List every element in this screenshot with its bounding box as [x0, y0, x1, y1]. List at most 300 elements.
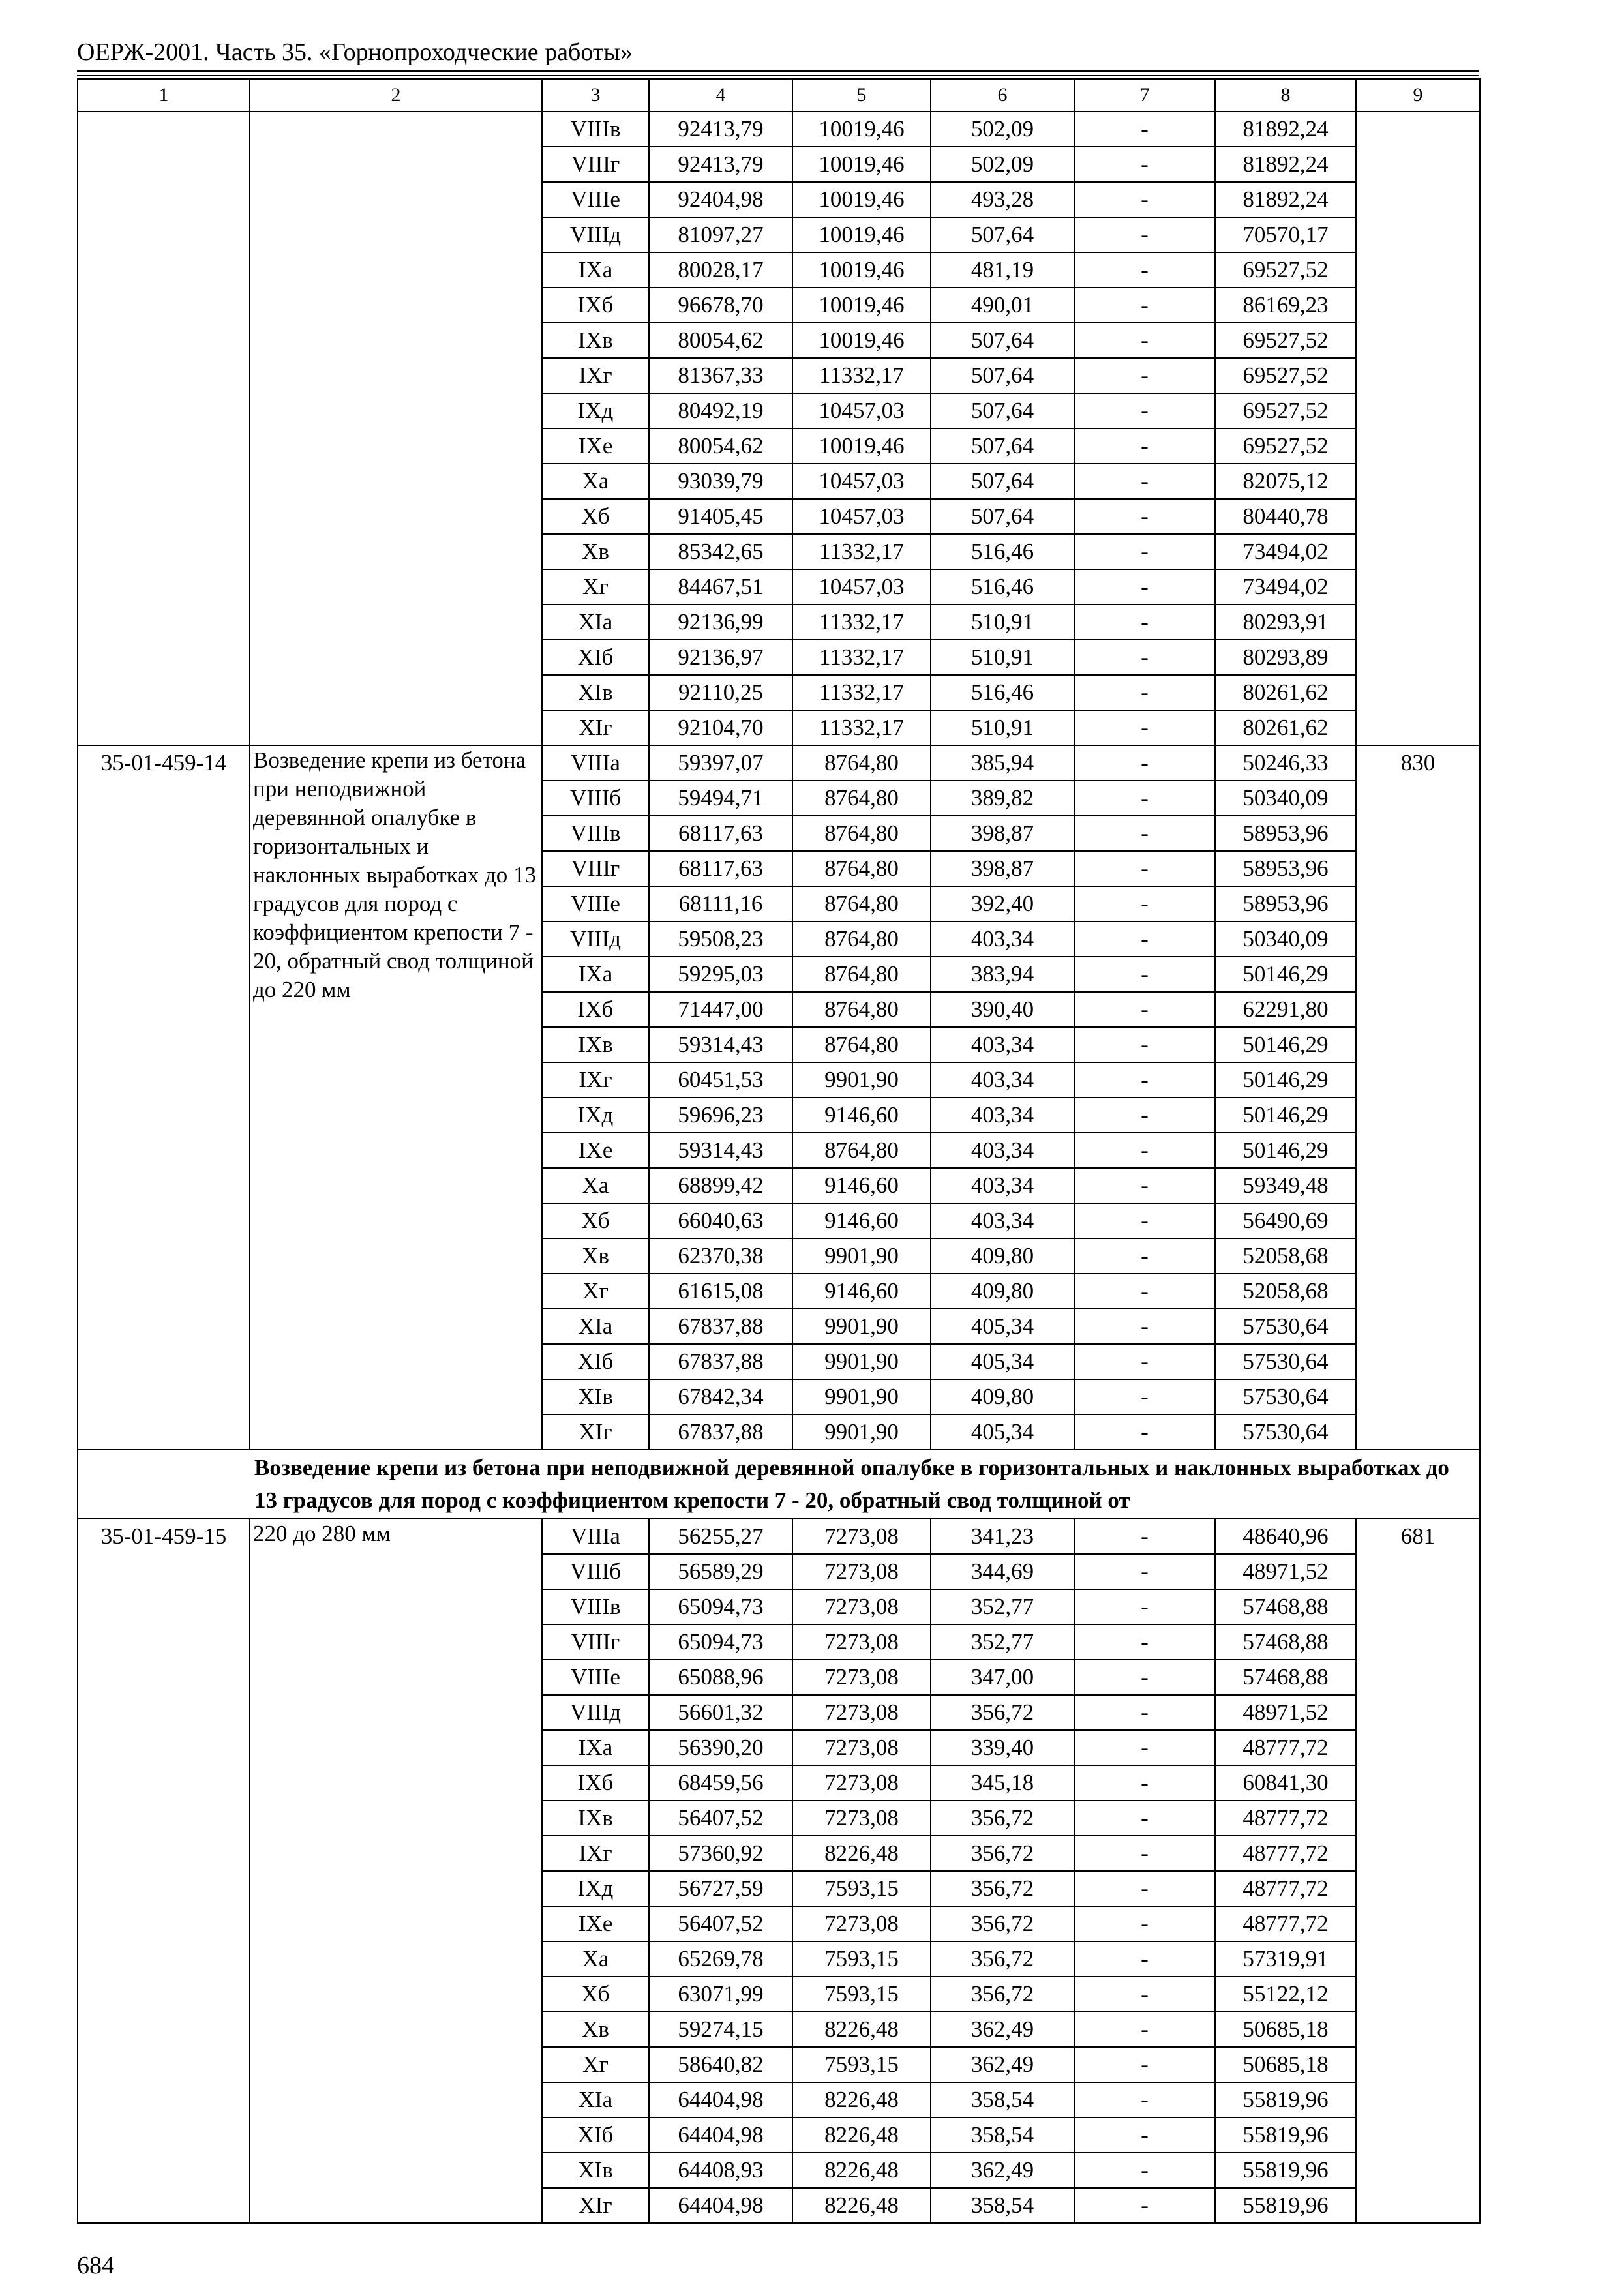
machinist-wages-cell: - — [1074, 992, 1215, 1027]
wages-cell: 10019,46 — [792, 147, 931, 182]
total-cost-cell: 92110,25 — [649, 675, 792, 710]
class-cell: IXв — [542, 1027, 649, 1062]
column-number: 6 — [931, 79, 1074, 112]
machine-cost-cell: 398,87 — [931, 816, 1074, 851]
wages-cell: 10457,03 — [792, 569, 931, 605]
machinist-wages-cell: - — [1074, 710, 1215, 745]
class-cell: IXв — [542, 1801, 649, 1836]
machine-cost-cell: 356,72 — [931, 1941, 1074, 1977]
materials-cost-cell: 70570,17 — [1215, 217, 1356, 252]
machinist-wages-cell: - — [1074, 112, 1215, 147]
materials-cost-cell: 52058,68 — [1215, 1238, 1356, 1274]
page-number: 684 — [77, 2252, 114, 2279]
wages-cell: 10019,46 — [792, 252, 931, 288]
machine-cost-cell: 403,34 — [931, 1098, 1074, 1133]
materials-cost-cell: 48777,72 — [1215, 1836, 1356, 1871]
total-cost-cell: 59508,23 — [649, 921, 792, 957]
class-cell: Xг — [542, 569, 649, 605]
machinist-wages-cell: - — [1074, 1027, 1215, 1062]
wages-cell: 7593,15 — [792, 1977, 931, 2012]
column-number: 9 — [1356, 79, 1480, 112]
class-cell: VIIIв — [542, 112, 649, 147]
machinist-wages-cell: - — [1074, 1765, 1215, 1801]
total-cost-cell: 92104,70 — [649, 710, 792, 745]
class-cell: VIIIа — [542, 745, 649, 781]
machine-cost-cell: 403,34 — [931, 1062, 1074, 1098]
wages-cell: 8226,48 — [792, 2188, 931, 2223]
machinist-wages-cell: - — [1074, 499, 1215, 534]
materials-cost-cell: 80293,91 — [1215, 605, 1356, 640]
machine-cost-cell: 345,18 — [931, 1765, 1074, 1801]
machinist-wages-cell: - — [1074, 1801, 1215, 1836]
machine-cost-cell: 510,91 — [931, 605, 1074, 640]
machine-cost-cell: 358,54 — [931, 2117, 1074, 2153]
machine-cost-cell: 510,91 — [931, 640, 1074, 675]
total-cost-cell: 81367,33 — [649, 358, 792, 393]
class-cell: XIв — [542, 1379, 649, 1414]
class-cell: VIIIд — [542, 1695, 649, 1730]
total-cost-cell: 56390,20 — [649, 1730, 792, 1765]
machine-cost-cell: 339,40 — [931, 1730, 1074, 1765]
class-cell: VIIIв — [542, 1589, 649, 1624]
column-number: 4 — [649, 79, 792, 112]
total-cost-cell: 61615,08 — [649, 1274, 792, 1309]
machinist-wages-cell: - — [1074, 464, 1215, 499]
materials-cost-cell: 57530,64 — [1215, 1309, 1356, 1344]
class-cell: VIIIе — [542, 182, 649, 217]
materials-cost-cell: 73494,02 — [1215, 569, 1356, 605]
materials-cost-cell: 81892,24 — [1215, 182, 1356, 217]
description-cell: Возведение крепи из бетона при неподвижной деревянной опалубке в горизонтальных и наклонных выработках до 13 градусов для пород с коэффициентом крепости 7 - 20, обратный свод толщиной до 220 мм — [250, 745, 542, 1450]
machinist-wages-cell: - — [1074, 1344, 1215, 1379]
total-cost-cell: 96678,70 — [649, 288, 792, 323]
machine-cost-cell: 358,54 — [931, 2188, 1074, 2223]
class-cell: Xа — [542, 1168, 649, 1203]
materials-cost-cell: 57530,64 — [1215, 1344, 1356, 1379]
machine-cost-cell: 383,94 — [931, 957, 1074, 992]
wages-cell: 8764,80 — [792, 886, 931, 921]
materials-cost-cell: 48777,72 — [1215, 1801, 1356, 1836]
machinist-wages-cell: - — [1074, 288, 1215, 323]
total-cost-cell: 80054,62 — [649, 323, 792, 358]
machinist-wages-cell: - — [1074, 1554, 1215, 1589]
wages-cell: 10457,03 — [792, 393, 931, 428]
column-number: 8 — [1215, 79, 1356, 112]
wages-cell: 8226,48 — [792, 2117, 931, 2153]
materials-cost-cell: 50146,29 — [1215, 1062, 1356, 1098]
total-cost-cell: 80028,17 — [649, 252, 792, 288]
wages-cell: 9146,60 — [792, 1168, 931, 1203]
class-cell: XIа — [542, 605, 649, 640]
wages-cell: 11332,17 — [792, 710, 931, 745]
wages-cell: 7273,08 — [792, 1695, 931, 1730]
wages-cell: 7593,15 — [792, 2047, 931, 2082]
materials-cost-cell: 55122,12 — [1215, 1977, 1356, 2012]
machine-cost-cell: 385,94 — [931, 745, 1074, 781]
column-number: 3 — [542, 79, 649, 112]
price-table — [77, 78, 1481, 2224]
class-cell: XIв — [542, 2153, 649, 2188]
machinist-wages-cell: - — [1074, 1871, 1215, 1906]
materials-cost-cell: 81892,24 — [1215, 112, 1356, 147]
machine-cost-cell: 403,34 — [931, 1168, 1074, 1203]
machine-cost-cell: 362,49 — [931, 2153, 1074, 2188]
wages-cell: 9146,60 — [792, 1274, 931, 1309]
total-cost-cell: 84467,51 — [649, 569, 792, 605]
wages-cell: 7273,08 — [792, 1554, 931, 1589]
materials-cost-cell: 69527,52 — [1215, 323, 1356, 358]
total-cost-cell: 67837,88 — [649, 1414, 792, 1450]
total-cost-cell: 64408,93 — [649, 2153, 792, 2188]
machine-cost-cell: 356,72 — [931, 1977, 1074, 2012]
machinist-wages-cell: - — [1074, 428, 1215, 464]
wages-cell: 8226,48 — [792, 2082, 931, 2117]
column-number: 7 — [1074, 79, 1215, 112]
materials-cost-cell: 52058,68 — [1215, 1274, 1356, 1309]
machinist-wages-cell: - — [1074, 1133, 1215, 1168]
wages-cell: 7273,08 — [792, 1589, 931, 1624]
wages-cell: 7273,08 — [792, 1730, 931, 1765]
total-cost-cell: 92136,99 — [649, 605, 792, 640]
materials-cost-cell: 80261,62 — [1215, 710, 1356, 745]
materials-cost-cell: 80440,78 — [1215, 499, 1356, 534]
wages-cell: 9901,90 — [792, 1414, 931, 1450]
machinist-wages-cell: - — [1074, 1238, 1215, 1274]
materials-cost-cell: 58953,96 — [1215, 816, 1356, 851]
wages-cell: 9146,60 — [792, 1098, 931, 1133]
materials-cost-cell: 50246,33 — [1215, 745, 1356, 781]
code-cell: 35-01-459-15 — [78, 1519, 250, 2223]
total-cost-cell: 85342,65 — [649, 534, 792, 569]
total-cost-cell: 56407,52 — [649, 1801, 792, 1836]
total-cost-cell: 68111,16 — [649, 886, 792, 921]
machinist-wages-cell: - — [1074, 217, 1215, 252]
machinist-wages-cell: - — [1074, 2047, 1215, 2082]
wages-cell: 8226,48 — [792, 2153, 931, 2188]
machine-cost-cell: 344,69 — [931, 1554, 1074, 1589]
materials-cost-cell: 60841,30 — [1215, 1765, 1356, 1801]
machinist-wages-cell: - — [1074, 745, 1215, 781]
class-cell: VIIIг — [542, 851, 649, 886]
materials-cost-cell: 81892,24 — [1215, 147, 1356, 182]
machinist-wages-cell: - — [1074, 1519, 1215, 1554]
machine-cost-cell: 507,64 — [931, 499, 1074, 534]
materials-cost-cell: 56490,69 — [1215, 1203, 1356, 1238]
materials-cost-cell: 50146,29 — [1215, 1098, 1356, 1133]
wages-cell: 8226,48 — [792, 2012, 931, 2047]
wages-cell: 8764,80 — [792, 1027, 931, 1062]
class-cell: XIа — [542, 1309, 649, 1344]
machine-cost-cell: 507,64 — [931, 393, 1074, 428]
machine-cost-cell: 347,00 — [931, 1660, 1074, 1695]
machine-cost-cell: 356,72 — [931, 1836, 1074, 1871]
machine-cost-cell: 356,72 — [931, 1906, 1074, 1941]
total-cost-cell: 59314,43 — [649, 1027, 792, 1062]
price-cell: 830 — [1356, 745, 1480, 1450]
total-cost-cell: 92413,79 — [649, 112, 792, 147]
wages-cell: 8764,80 — [792, 745, 931, 781]
machine-cost-cell: 409,80 — [931, 1238, 1074, 1274]
total-cost-cell: 67842,34 — [649, 1379, 792, 1414]
materials-cost-cell: 48777,72 — [1215, 1730, 1356, 1765]
wages-cell: 7273,08 — [792, 1519, 931, 1554]
class-cell: IXд — [542, 393, 649, 428]
materials-cost-cell: 57468,88 — [1215, 1589, 1356, 1624]
section-title: Возведение крепи из бетона при неподвижной деревянной опалубке в горизонтальных и наклонных выработках до 13 градусов для пород с коэффициентом крепости 7 - 20, обратный свод толщиной от — [78, 1450, 1480, 1519]
class-cell: IXа — [542, 252, 649, 288]
total-cost-cell: 59274,15 — [649, 2012, 792, 2047]
machine-cost-cell: 352,77 — [931, 1589, 1074, 1624]
wages-cell: 8764,80 — [792, 1133, 931, 1168]
machinist-wages-cell: - — [1074, 393, 1215, 428]
page-header: ОЕРЖ-2001. Часть 35. «Горнопроходческие работы» — [77, 38, 633, 66]
machine-cost-cell: 516,46 — [931, 534, 1074, 569]
class-cell: Xа — [542, 464, 649, 499]
total-cost-cell: 59295,03 — [649, 957, 792, 992]
class-cell: IXа — [542, 1730, 649, 1765]
class-cell: XIб — [542, 2117, 649, 2153]
materials-cost-cell: 82075,12 — [1215, 464, 1356, 499]
machinist-wages-cell: - — [1074, 1906, 1215, 1941]
class-cell: Xв — [542, 2012, 649, 2047]
class-cell: VIIIб — [542, 1554, 649, 1589]
class-cell: VIIIе — [542, 1660, 649, 1695]
class-cell: IXб — [542, 1765, 649, 1801]
machinist-wages-cell: - — [1074, 323, 1215, 358]
class-cell: VIIIг — [542, 147, 649, 182]
total-cost-cell: 80492,19 — [649, 393, 792, 428]
machine-cost-cell: 403,34 — [931, 1133, 1074, 1168]
machinist-wages-cell: - — [1074, 2188, 1215, 2223]
machinist-wages-cell: - — [1074, 2153, 1215, 2188]
class-cell: IXг — [542, 1062, 649, 1098]
machine-cost-cell: 403,34 — [931, 1203, 1074, 1238]
class-cell: Xв — [542, 1238, 649, 1274]
machine-cost-cell: 502,09 — [931, 147, 1074, 182]
wages-cell: 11332,17 — [792, 534, 931, 569]
total-cost-cell: 68117,63 — [649, 816, 792, 851]
total-cost-cell: 58640,82 — [649, 2047, 792, 2082]
machine-cost-cell: 403,34 — [931, 921, 1074, 957]
wages-cell: 10019,46 — [792, 182, 931, 217]
total-cost-cell: 60451,53 — [649, 1062, 792, 1098]
class-cell: IXг — [542, 358, 649, 393]
price-cell — [1356, 112, 1480, 745]
wages-cell: 7593,15 — [792, 1941, 931, 1977]
wages-cell: 9901,90 — [792, 1344, 931, 1379]
class-cell: XIв — [542, 675, 649, 710]
total-cost-cell: 67837,88 — [649, 1309, 792, 1344]
table-row — [78, 112, 1480, 147]
total-cost-cell: 68899,42 — [649, 1168, 792, 1203]
class-cell: XIг — [542, 1414, 649, 1450]
total-cost-cell: 91405,45 — [649, 499, 792, 534]
price-cell: 681 — [1356, 1519, 1480, 2223]
total-cost-cell: 59696,23 — [649, 1098, 792, 1133]
machine-cost-cell: 403,34 — [931, 1027, 1074, 1062]
total-cost-cell: 92136,97 — [649, 640, 792, 675]
machine-cost-cell: 507,64 — [931, 323, 1074, 358]
machinist-wages-cell: - — [1074, 2082, 1215, 2117]
wages-cell: 9901,90 — [792, 1309, 931, 1344]
machine-cost-cell: 405,34 — [931, 1414, 1074, 1450]
materials-cost-cell: 55819,96 — [1215, 2153, 1356, 2188]
class-cell: VIIIа — [542, 1519, 649, 1554]
machine-cost-cell: 341,23 — [931, 1519, 1074, 1554]
materials-cost-cell: 50146,29 — [1215, 957, 1356, 992]
machine-cost-cell: 409,80 — [931, 1274, 1074, 1309]
machinist-wages-cell: - — [1074, 1977, 1215, 2012]
class-cell: VIIIд — [542, 921, 649, 957]
materials-cost-cell: 62291,80 — [1215, 992, 1356, 1027]
materials-cost-cell: 69527,52 — [1215, 252, 1356, 288]
machinist-wages-cell: - — [1074, 816, 1215, 851]
total-cost-cell: 57360,92 — [649, 1836, 792, 1871]
materials-cost-cell: 86169,23 — [1215, 288, 1356, 323]
class-cell: VIIIв — [542, 816, 649, 851]
machinist-wages-cell: - — [1074, 781, 1215, 816]
materials-cost-cell: 55819,96 — [1215, 2188, 1356, 2223]
class-cell: Xб — [542, 1977, 649, 2012]
materials-cost-cell: 69527,52 — [1215, 428, 1356, 464]
wages-cell: 8764,80 — [792, 781, 931, 816]
machine-cost-cell: 409,80 — [931, 1379, 1074, 1414]
machine-cost-cell: 392,40 — [931, 886, 1074, 921]
materials-cost-cell: 73494,02 — [1215, 534, 1356, 569]
materials-cost-cell: 48971,52 — [1215, 1554, 1356, 1589]
total-cost-cell: 65269,78 — [649, 1941, 792, 1977]
class-cell: IXа — [542, 957, 649, 992]
class-cell: IXе — [542, 428, 649, 464]
wages-cell: 11332,17 — [792, 605, 931, 640]
wages-cell: 7593,15 — [792, 1871, 931, 1906]
total-cost-cell: 56407,52 — [649, 1906, 792, 1941]
machinist-wages-cell: - — [1074, 1203, 1215, 1238]
wages-cell: 7273,08 — [792, 1624, 931, 1660]
machine-cost-cell: 389,82 — [931, 781, 1074, 816]
wages-cell: 7273,08 — [792, 1801, 931, 1836]
machine-cost-cell: 405,34 — [931, 1309, 1074, 1344]
column-number: 5 — [792, 79, 931, 112]
machine-cost-cell: 493,28 — [931, 182, 1074, 217]
section-title-row — [78, 1450, 1480, 1519]
class-cell: Xа — [542, 1941, 649, 1977]
machinist-wages-cell: - — [1074, 886, 1215, 921]
class-cell: IXг — [542, 1836, 649, 1871]
materials-cost-cell: 55819,96 — [1215, 2082, 1356, 2117]
total-cost-cell: 56255,27 — [649, 1519, 792, 1554]
column-number: 1 — [78, 79, 250, 112]
wages-cell: 8764,80 — [792, 992, 931, 1027]
total-cost-cell: 56727,59 — [649, 1871, 792, 1906]
class-cell: Xб — [542, 499, 649, 534]
machine-cost-cell: 502,09 — [931, 112, 1074, 147]
machinist-wages-cell: - — [1074, 1695, 1215, 1730]
materials-cost-cell: 57468,88 — [1215, 1624, 1356, 1660]
class-cell: Xб — [542, 1203, 649, 1238]
machine-cost-cell: 481,19 — [931, 252, 1074, 288]
total-cost-cell: 68459,56 — [649, 1765, 792, 1801]
total-cost-cell: 59314,43 — [649, 1133, 792, 1168]
wages-cell: 9901,90 — [792, 1238, 931, 1274]
machinist-wages-cell: - — [1074, 182, 1215, 217]
materials-cost-cell: 58953,96 — [1215, 851, 1356, 886]
materials-cost-cell: 48777,72 — [1215, 1906, 1356, 1941]
total-cost-cell: 92413,79 — [649, 147, 792, 182]
machinist-wages-cell: - — [1074, 1941, 1215, 1977]
machinist-wages-cell: - — [1074, 957, 1215, 992]
materials-cost-cell: 48777,72 — [1215, 1871, 1356, 1906]
materials-cost-cell: 57530,64 — [1215, 1379, 1356, 1414]
description-cell: 220 до 280 мм — [250, 1519, 542, 2223]
machine-cost-cell: 356,72 — [931, 1695, 1074, 1730]
materials-cost-cell: 50146,29 — [1215, 1027, 1356, 1062]
class-cell: VIIIд — [542, 217, 649, 252]
machinist-wages-cell: - — [1074, 534, 1215, 569]
wages-cell: 8764,80 — [792, 851, 931, 886]
machinist-wages-cell: - — [1074, 2012, 1215, 2047]
class-cell: Xг — [542, 1274, 649, 1309]
machinist-wages-cell: - — [1074, 1098, 1215, 1133]
wages-cell: 10019,46 — [792, 217, 931, 252]
machinist-wages-cell: - — [1074, 1168, 1215, 1203]
wages-cell: 10019,46 — [792, 428, 931, 464]
machinist-wages-cell: - — [1074, 1624, 1215, 1660]
machinist-wages-cell: - — [1074, 1730, 1215, 1765]
total-cost-cell: 62370,38 — [649, 1238, 792, 1274]
class-cell: IXв — [542, 323, 649, 358]
wages-cell: 8226,48 — [792, 1836, 931, 1871]
class-cell: IXб — [542, 288, 649, 323]
machine-cost-cell: 352,77 — [931, 1624, 1074, 1660]
total-cost-cell: 80054,62 — [649, 428, 792, 464]
wages-cell: 10019,46 — [792, 112, 931, 147]
materials-cost-cell: 57530,64 — [1215, 1414, 1356, 1450]
wages-cell: 7273,08 — [792, 1906, 931, 1941]
materials-cost-cell: 50340,09 — [1215, 781, 1356, 816]
machinist-wages-cell: - — [1074, 1309, 1215, 1344]
wages-cell: 10457,03 — [792, 499, 931, 534]
total-cost-cell: 92404,98 — [649, 182, 792, 217]
machinist-wages-cell: - — [1074, 1274, 1215, 1309]
wages-cell: 7273,08 — [792, 1765, 931, 1801]
machine-cost-cell: 510,91 — [931, 710, 1074, 745]
wages-cell: 8764,80 — [792, 957, 931, 992]
materials-cost-cell: 48640,96 — [1215, 1519, 1356, 1554]
machine-cost-cell: 490,01 — [931, 288, 1074, 323]
machine-cost-cell: 507,64 — [931, 217, 1074, 252]
wages-cell: 11332,17 — [792, 640, 931, 675]
class-cell: VIIIб — [542, 781, 649, 816]
total-cost-cell: 59494,71 — [649, 781, 792, 816]
machine-cost-cell: 507,64 — [931, 464, 1074, 499]
machinist-wages-cell: - — [1074, 640, 1215, 675]
machine-cost-cell: 358,54 — [931, 2082, 1074, 2117]
materials-cost-cell: 48971,52 — [1215, 1695, 1356, 1730]
materials-cost-cell: 57468,88 — [1215, 1660, 1356, 1695]
class-cell: XIб — [542, 640, 649, 675]
total-cost-cell: 64404,98 — [649, 2082, 792, 2117]
machinist-wages-cell: - — [1074, 851, 1215, 886]
machinist-wages-cell: - — [1074, 569, 1215, 605]
machine-cost-cell: 362,49 — [931, 2047, 1074, 2082]
total-cost-cell: 56589,29 — [649, 1554, 792, 1589]
machinist-wages-cell: - — [1074, 147, 1215, 182]
wages-cell: 9901,90 — [792, 1379, 931, 1414]
class-cell: IXе — [542, 1133, 649, 1168]
total-cost-cell: 71447,00 — [649, 992, 792, 1027]
machine-cost-cell: 398,87 — [931, 851, 1074, 886]
